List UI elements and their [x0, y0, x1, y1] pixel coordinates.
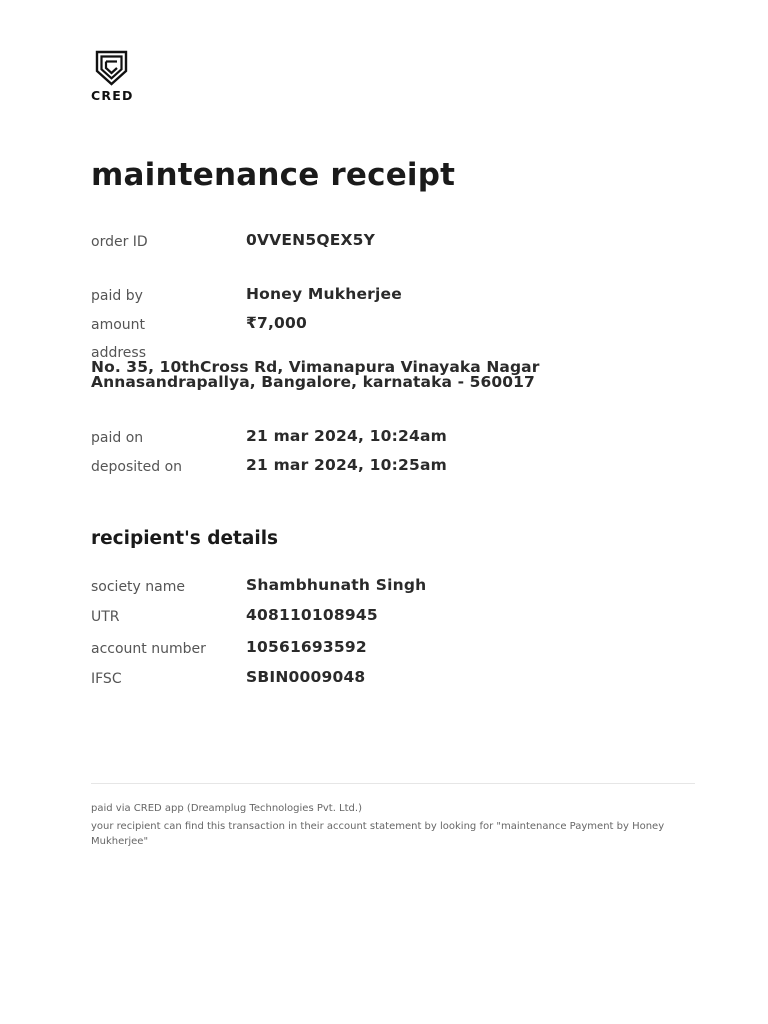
address-line-2: Annasandrapallya, Bangalore, karnataka - 560017: [91, 373, 535, 391]
address-label: address: [91, 345, 147, 361]
brand-name: CRED: [91, 88, 134, 103]
footer-statement-note: your recipient can find this transaction in their account statement by looking for "maintenance Payment by Honey Mukherjee": [91, 821, 665, 847]
amount-row: [91, 314, 695, 336]
paid-on-label: paid on: [91, 430, 144, 446]
ifsc-row: [91, 668, 695, 690]
ifsc-value: SBIN0009048: [246, 668, 366, 686]
deposited-on-value: 21 mar 2024, 10:25am: [246, 456, 447, 474]
account-number-row: [91, 638, 695, 660]
utr-row: [91, 606, 695, 628]
paid-by-row: [91, 285, 695, 307]
deposited-on-label: deposited on: [91, 459, 183, 475]
cred-logo: [91, 50, 133, 106]
deposited-on-row: [91, 456, 695, 478]
paid-by-value: Honey Mukherjee: [246, 285, 402, 303]
recipient-section-title: recipient's details: [91, 528, 279, 549]
cred-shield-icon: [95, 50, 128, 86]
paid-on-value: 21 mar 2024, 10:24am: [246, 427, 447, 445]
ifsc-label: IFSC: [91, 671, 122, 687]
address-value: [91, 360, 540, 390]
society-name-value: Shambhunath Singh: [246, 576, 427, 594]
society-name-label: society name: [91, 579, 185, 595]
footer-divider: [91, 783, 695, 784]
paid-on-row: [91, 427, 695, 449]
amount-label: amount: [91, 317, 146, 333]
order-id-label: order ID: [91, 234, 148, 250]
amount-value: ₹7,000: [246, 314, 308, 332]
utr-value: 408110108945: [246, 606, 378, 624]
paid-by-label: paid by: [91, 288, 143, 304]
account-number-label: account number: [91, 641, 206, 657]
address-line-1: No. 35, 10thCross Rd, Vimanapura Vinayaka Nagar: [91, 358, 540, 376]
page-title: maintenance receipt: [91, 157, 456, 193]
order-id-row: [91, 231, 695, 253]
footer-paid-via: paid via CRED app (Dreamplug Technologies Pvt. Ltd.): [91, 803, 362, 814]
account-number-value: 10561693592: [246, 638, 367, 656]
society-name-row: [91, 576, 695, 598]
order-id-value: 0VVEN5QEX5Y: [246, 231, 376, 249]
utr-label: UTR: [91, 609, 120, 625]
